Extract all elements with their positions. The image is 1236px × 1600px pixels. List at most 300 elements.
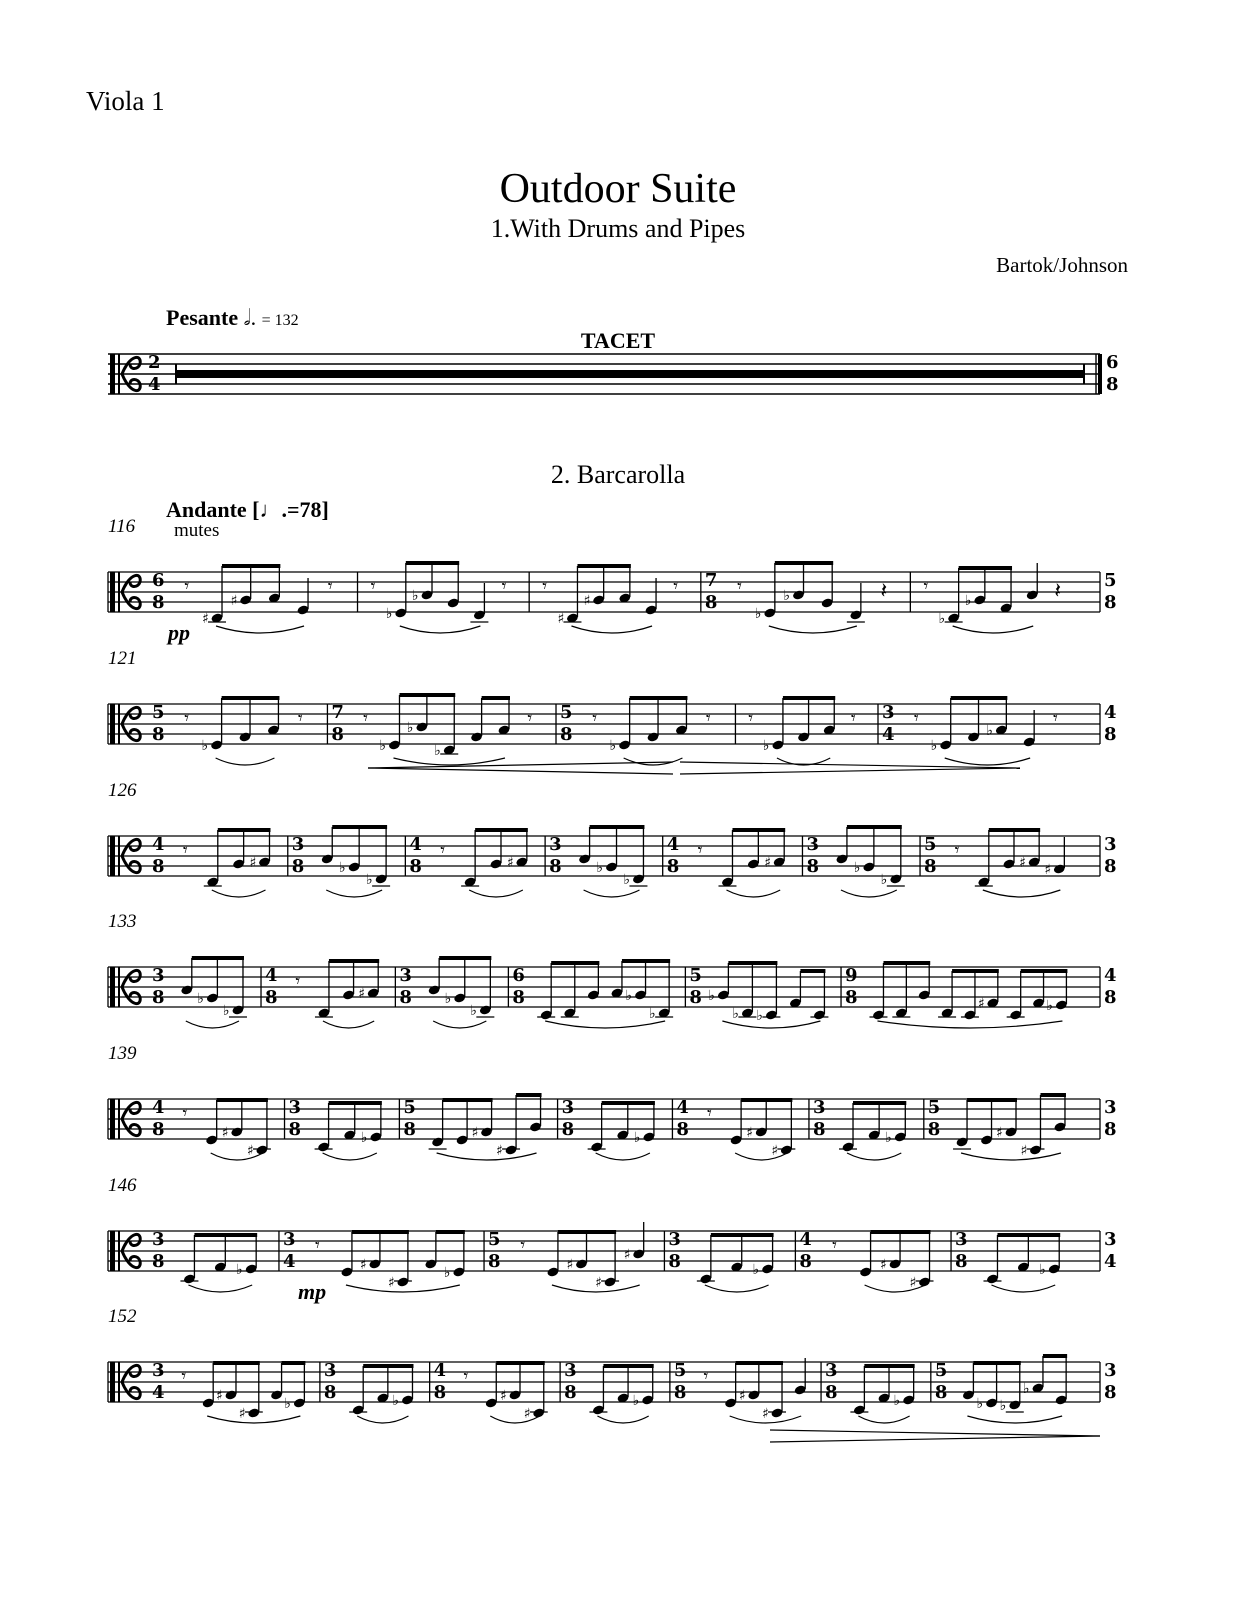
sharp-icon: ♯: [595, 1275, 602, 1291]
measure-number: 116: [108, 516, 136, 537]
slur: [188, 1285, 252, 1292]
beam: [959, 566, 1012, 570]
flat-icon: ♭: [752, 1262, 760, 1278]
flat-icon: ♭: [412, 588, 419, 604]
flat-icon: ♭: [649, 1006, 656, 1022]
flat-icon: ♭: [596, 860, 604, 876]
time-signature-denominator: 8: [799, 1251, 812, 1272]
beam: [482, 696, 510, 700]
beam: [775, 561, 833, 565]
time-signature-denominator: 8: [152, 592, 165, 613]
movement-2-title: 2. Barcarolla: [550, 460, 686, 489]
performance-instruction: mutes: [174, 520, 220, 541]
time-signature-denominator: 8: [488, 1251, 501, 1272]
sharp-icon: ♯: [996, 1125, 1003, 1141]
time-signature-numerator: 3: [1104, 1360, 1117, 1381]
eighth-rest-icon: 𝄾: [327, 576, 333, 597]
time-signature-denominator: 8: [549, 856, 562, 877]
slur: [437, 1153, 537, 1160]
slur: [400, 626, 481, 633]
time-signature-denominator: 8: [704, 592, 718, 613]
time-signature-denominator: 8: [265, 987, 278, 1008]
flat-icon: ♭: [853, 860, 861, 876]
time-signature-denominator: 8: [1104, 592, 1117, 613]
time-signature-denominator: 8: [955, 1251, 968, 1272]
time-signature-denominator: 8: [666, 856, 680, 877]
time-signature-numerator: 6: [512, 965, 525, 986]
time-signature-denominator: 8: [152, 856, 165, 877]
beam: [496, 1361, 544, 1365]
time-signature-numerator: 3: [549, 834, 562, 855]
time-signature-numerator: 4: [799, 1229, 812, 1250]
sharp-icon: ♯: [238, 1406, 246, 1422]
beam: [603, 1364, 653, 1368]
flat-icon: ♭: [366, 872, 373, 888]
time-signature-denominator: 8: [152, 987, 165, 1008]
sharp-icon: ♯: [583, 593, 591, 609]
time-signature-denominator: 8: [152, 1119, 165, 1140]
time-signature-numerator: 6: [1106, 352, 1119, 373]
time-signature-denominator: 8: [399, 987, 412, 1008]
slur: [212, 890, 266, 897]
time-signature-denominator: 8: [927, 1119, 941, 1140]
flat-icon: ♭: [609, 738, 617, 754]
eighth-rest-icon: 𝄾: [184, 576, 190, 597]
quarter-rest-icon: 𝄽: [1054, 579, 1062, 604]
flat-icon: ♭: [201, 738, 209, 754]
time-signature-denominator: 8: [1104, 1382, 1117, 1403]
time-signature-denominator: 4: [282, 1251, 296, 1272]
sharp-icon: ♯: [1020, 1143, 1028, 1159]
time-signature-numerator: 3: [668, 1229, 681, 1250]
flat-icon: ♭: [880, 872, 888, 888]
flat-icon: ♭: [385, 606, 393, 622]
eighth-rest-icon: 𝄾: [370, 576, 376, 597]
time-signature-numerator: 5: [689, 965, 702, 986]
composer: Bartok/Johnson: [996, 253, 1128, 277]
part-name: Viola 1: [86, 86, 165, 116]
beam: [1021, 969, 1068, 973]
time-signature-denominator: 8: [1106, 374, 1119, 395]
time-signature-denominator: 8: [152, 724, 165, 745]
eighth-rest-icon: 𝄾: [850, 708, 856, 729]
time-signature-denominator: 8: [806, 856, 819, 877]
flat-icon: ♭: [623, 872, 631, 888]
sharp-icon: ♯: [557, 611, 565, 627]
eighth-rest-icon: 𝄾: [182, 1103, 188, 1124]
eighth-rest-icon: 𝄾: [440, 840, 446, 861]
time-signature-numerator: 5: [1104, 570, 1117, 591]
time-signature-denominator: 8: [564, 1382, 577, 1403]
time-signature-numerator: 3: [881, 702, 895, 723]
time-signature-denominator: 8: [673, 1382, 687, 1403]
movement-1-title: 1.With Drums and Pipes: [490, 214, 746, 243]
sharp-icon: ♯: [359, 1257, 367, 1273]
beam: [282, 1361, 306, 1365]
time-signature-numerator: 3: [323, 1360, 337, 1381]
time-signature-denominator: 8: [1104, 856, 1117, 877]
quarter-rest-icon: 𝄽: [880, 579, 888, 604]
time-signature-denominator: 8: [1104, 987, 1117, 1008]
time-signature-numerator: 6: [152, 570, 165, 591]
flat-icon: ♭: [986, 723, 993, 739]
measure-number: 126: [108, 780, 137, 801]
crescendo-hairpin: [368, 760, 677, 776]
beam: [864, 1364, 914, 1368]
staff-system: [0, 1095, 1236, 1185]
tempo-text: Andante [: [166, 497, 260, 522]
time-signature-denominator: 8: [560, 724, 573, 745]
eighth-rest-icon: 𝄾: [913, 708, 919, 729]
sharp-icon: ♯: [762, 1406, 769, 1422]
eighth-rest-icon: 𝄾: [705, 708, 711, 729]
beam: [997, 1233, 1060, 1237]
flat-icon: ♭: [443, 1265, 451, 1281]
flat-icon: ♭: [470, 1003, 477, 1019]
slur: [991, 1285, 1055, 1292]
beam: [436, 1230, 465, 1234]
sharp-icon: ♯: [249, 855, 257, 871]
beam: [406, 561, 459, 565]
time-signature-denominator: 8: [433, 1382, 447, 1403]
time-signature-denominator: 8: [288, 1119, 302, 1140]
beam: [352, 1230, 409, 1234]
staff-system: [0, 700, 1236, 790]
sharp-icon: ♯: [471, 1125, 479, 1141]
flat-icon: ♭: [444, 991, 452, 1007]
eighth-rest-icon: 𝄾: [592, 708, 598, 729]
beam: [711, 1233, 774, 1237]
slur: [490, 1416, 539, 1423]
beam: [194, 1233, 257, 1237]
slur: [433, 1021, 486, 1028]
time-signature-denominator: 8: [668, 1251, 681, 1272]
sharp-icon: ♯: [230, 593, 238, 609]
time-signature-numerator: 3: [282, 1229, 296, 1250]
flat-icon: ♭: [976, 1396, 984, 1412]
slur: [847, 1153, 901, 1160]
beam: [399, 693, 455, 697]
dotted-quarter-note-icon: ♩.: [259, 497, 288, 522]
flat-icon: ♭: [1022, 1381, 1030, 1397]
flat-icon: ♭: [756, 1008, 764, 1024]
flat-icon: ♭: [379, 738, 387, 754]
beam: [1040, 1093, 1065, 1097]
time-signature-numerator: 4: [152, 1097, 165, 1118]
time-signature-numerator: 3: [152, 1360, 165, 1381]
time-signature-denominator: 8: [152, 1251, 165, 1272]
time-signature-denominator: 8: [676, 1119, 689, 1140]
flat-icon: ♭: [197, 991, 204, 1007]
eighth-rest-icon: 𝄾: [1052, 708, 1058, 729]
measure-number: 146: [108, 1175, 137, 1196]
flat-icon: ♭: [339, 860, 346, 876]
time-signature-denominator: 4: [148, 374, 161, 395]
eighth-rest-icon: 𝄾: [673, 576, 679, 597]
slur: [584, 890, 640, 897]
eighth-rest-icon: 𝄾: [297, 708, 303, 729]
sharp-icon: ♯: [506, 855, 514, 871]
sharp-icon: ♯: [202, 611, 209, 627]
time-signature-numerator: 5: [403, 1097, 416, 1118]
sharp-icon: ♯: [246, 1143, 254, 1159]
sharp-icon: ♯: [1019, 855, 1026, 871]
sharp-icon: ♯: [764, 855, 771, 871]
piece-title: Outdoor Suite: [499, 166, 737, 212]
flat-icon: ♭: [938, 611, 946, 627]
eighth-rest-icon: 𝄾: [527, 708, 533, 729]
sharp-icon: ♯: [221, 1125, 229, 1141]
slur: [961, 1153, 1061, 1160]
time-signature-denominator: 8: [291, 856, 305, 877]
beam: [363, 1364, 413, 1368]
time-signature-numerator: 5: [924, 834, 937, 855]
time-signature-numerator: 2: [148, 352, 161, 373]
slur: [735, 1153, 787, 1160]
flat-icon: ♭: [930, 738, 938, 754]
beam: [853, 1101, 906, 1105]
beam: [736, 1361, 783, 1365]
time-signature-denominator: 8: [561, 1119, 575, 1140]
eighth-rest-icon: 𝄾: [923, 576, 929, 597]
time-signature-denominator: 8: [331, 724, 344, 745]
flat-icon: ♭: [893, 1393, 901, 1409]
time-signature-numerator: 5: [152, 702, 165, 723]
slur: [469, 890, 523, 897]
slur: [357, 1416, 408, 1423]
slur: [726, 890, 780, 897]
measure-number: 152: [108, 1306, 137, 1327]
sharp-icon: ♯: [880, 1257, 887, 1273]
flat-icon: ♭: [392, 1393, 400, 1409]
slur: [597, 1416, 648, 1423]
eighth-rest-icon: 𝄾: [363, 708, 368, 729]
measure-number: 121: [108, 648, 137, 669]
time-signature-denominator: 8: [409, 856, 422, 877]
flat-icon: ♭: [708, 988, 715, 1004]
slur: [323, 1021, 374, 1028]
flat-icon: ♭: [783, 588, 791, 604]
staff-system: [0, 832, 1236, 922]
time-signature-numerator: 3: [812, 1097, 826, 1118]
eighth-rest-icon: 𝄾: [748, 708, 754, 729]
eighth-rest-icon: 𝄾: [832, 1235, 837, 1256]
time-signature-denominator: 8: [825, 1382, 838, 1403]
time-signature-denominator: 8: [689, 987, 702, 1008]
measure-number: 133: [108, 911, 137, 932]
slur: [722, 1021, 820, 1028]
beam: [1043, 1354, 1067, 1358]
flat-icon: ♭: [999, 1398, 1007, 1414]
beam: [871, 1230, 931, 1234]
slur: [967, 1416, 1062, 1423]
tempo-value: =78]: [287, 497, 329, 522]
flat-icon: ♭: [284, 1396, 291, 1412]
time-signature-numerator: 5: [488, 1229, 501, 1250]
slur: [545, 1021, 665, 1028]
slur: [186, 1021, 239, 1028]
beam: [800, 969, 825, 973]
time-signature-numerator: 3: [399, 965, 412, 986]
eighth-rest-icon: 𝄾: [181, 1366, 187, 1387]
flat-icon: ♭: [633, 1130, 641, 1146]
eighth-rest-icon: 𝄾: [463, 1366, 469, 1387]
flat-icon: ♭: [762, 738, 770, 754]
eighth-rest-icon: 𝄾: [314, 1235, 320, 1256]
sharp-icon: ♯: [1044, 862, 1052, 878]
slur: [216, 626, 304, 633]
time-signature-numerator: 3: [806, 834, 819, 855]
staff-system: [0, 1227, 1236, 1317]
time-signature-numerator: 9: [845, 965, 858, 986]
slur: [326, 890, 382, 897]
slur: [571, 626, 652, 633]
eighth-rest-icon: 𝄾: [737, 576, 742, 597]
staff-system: [0, 963, 1236, 1053]
time-signature-numerator: 3: [564, 1360, 577, 1381]
eighth-rest-icon: 𝄾: [501, 576, 507, 597]
time-signature-denominator: 8: [812, 1119, 826, 1140]
time-signature-denominator: 8: [924, 856, 937, 877]
beam: [516, 1093, 541, 1097]
time-signature-numerator: 3: [152, 1229, 165, 1250]
multi-measure-rest-bar: [176, 370, 1084, 378]
time-signature-numerator: 5: [673, 1360, 687, 1381]
time-signature-numerator: 3: [291, 834, 305, 855]
time-signature-denominator: 8: [845, 987, 858, 1008]
slur: [216, 758, 275, 765]
time-signature-numerator: 3: [152, 965, 165, 986]
sharp-icon: ♯: [523, 1406, 531, 1422]
sharp-icon: ♯: [500, 1388, 507, 1404]
time-signature-numerator: 7: [331, 702, 344, 723]
slur: [865, 1285, 926, 1292]
time-signature-numerator: 3: [1104, 1229, 1117, 1250]
beam: [217, 1098, 268, 1102]
time-signature-denominator: 4: [881, 724, 895, 745]
time-signature-numerator: 5: [560, 702, 573, 723]
time-signature-numerator: 5: [927, 1097, 941, 1118]
time-signature-numerator: 4: [1104, 702, 1117, 723]
time-signature-numerator: 5: [934, 1360, 948, 1381]
flat-icon: ♭: [754, 606, 762, 622]
eighth-rest-icon: 𝄾: [295, 971, 301, 992]
time-signature-denominator: 8: [323, 1382, 337, 1403]
slur: [769, 626, 857, 633]
time-signature-denominator: 8: [512, 987, 525, 1008]
time-signature-denominator: 8: [1104, 1119, 1117, 1140]
time-signature-denominator: 4: [152, 1382, 165, 1403]
tempo-value: = 132: [261, 312, 299, 329]
slur: [323, 1153, 377, 1160]
time-signature-numerator: 4: [676, 1097, 689, 1118]
flat-icon: ♭: [1046, 998, 1054, 1014]
movement-1-staff: [0, 350, 1236, 410]
flat-icon: ♭: [360, 1130, 368, 1146]
slur: [841, 890, 897, 897]
flat-icon: ♭: [222, 1003, 230, 1019]
time-signature-denominator: 4: [1104, 1251, 1117, 1272]
time-signature-numerator: 3: [561, 1097, 575, 1118]
beam: [741, 1098, 792, 1102]
time-signature-numerator: 4: [152, 834, 165, 855]
slur: [211, 1153, 263, 1160]
time-signature-numerator: 4: [666, 834, 680, 855]
decrescendo-hairpin: [680, 760, 1024, 776]
eighth-rest-icon: 𝄾: [706, 1103, 712, 1124]
beam: [329, 1101, 382, 1105]
eighth-rest-icon: 𝄾: [520, 1235, 526, 1256]
slur: [953, 626, 1034, 633]
slur: [983, 890, 1061, 897]
slur: [877, 1021, 1062, 1028]
time-signature-numerator: 3: [955, 1229, 968, 1250]
time-signature-denominator: 8: [934, 1382, 948, 1403]
sharp-icon: ♯: [215, 1388, 223, 1404]
tempo-text: Pesante: [166, 305, 239, 330]
time-signature-numerator: 3: [288, 1097, 302, 1118]
sharp-icon: ♯: [909, 1275, 917, 1291]
eighth-rest-icon: 𝄾: [184, 708, 190, 729]
flat-icon: ♭: [236, 1262, 243, 1278]
sharp-icon: ♯: [566, 1257, 574, 1273]
flat-icon: ♭: [632, 1393, 640, 1409]
flat-icon: ♭: [1039, 1262, 1046, 1278]
eighth-rest-icon: 𝄾: [542, 576, 548, 597]
time-signature-numerator: 7: [704, 570, 718, 591]
flat-icon: ♭: [964, 593, 972, 609]
time-signature-numerator: 3: [1104, 834, 1117, 855]
sharp-icon: ♯: [496, 1143, 503, 1159]
dynamic-marking: mp: [298, 1279, 327, 1304]
flat-icon: ♭: [434, 743, 441, 759]
sharp-icon: ♯: [387, 1275, 395, 1291]
flat-icon: ♭: [885, 1130, 892, 1146]
slur: [705, 1285, 769, 1292]
time-signature-numerator: 4: [409, 834, 422, 855]
measure-number: 139: [108, 1043, 137, 1064]
sharp-icon: ♯: [746, 1125, 754, 1141]
eighth-rest-icon: 𝄾: [182, 840, 188, 861]
time-signature-denominator: 8: [403, 1119, 416, 1140]
slur: [858, 1416, 909, 1423]
dynamic-marking: pp: [168, 620, 190, 645]
sharp-icon: ♯: [977, 996, 985, 1012]
flat-icon: ♭: [732, 1006, 739, 1022]
sharp-icon: ♯: [738, 1388, 746, 1404]
time-signature-numerator: 3: [825, 1360, 838, 1381]
time-signature-numerator: 4: [265, 965, 278, 986]
decrescendo-hairpin: [770, 1428, 1104, 1444]
time-signature-denominator: 8: [1104, 724, 1117, 745]
time-signature-numerator: 4: [433, 1360, 447, 1381]
beam: [213, 1361, 260, 1365]
sharp-icon: ♯: [623, 1247, 631, 1263]
slur: [596, 1153, 650, 1160]
tacet-label: TACET: [580, 328, 656, 353]
time-signature-numerator: 3: [1104, 1097, 1117, 1118]
eighth-rest-icon: 𝄾: [954, 840, 960, 861]
eighth-rest-icon: 𝄾: [703, 1366, 709, 1387]
sharp-icon: ♯: [358, 986, 365, 1002]
beam: [602, 1101, 655, 1105]
flat-icon: ♭: [625, 988, 633, 1004]
dotted-half-note-icon: 𝅗𝅥.: [243, 305, 257, 330]
flat-icon: ♭: [406, 720, 414, 736]
beam: [558, 1230, 616, 1234]
sharp-icon: ♯: [771, 1143, 779, 1159]
eighth-rest-icon: 𝄾: [697, 840, 703, 861]
